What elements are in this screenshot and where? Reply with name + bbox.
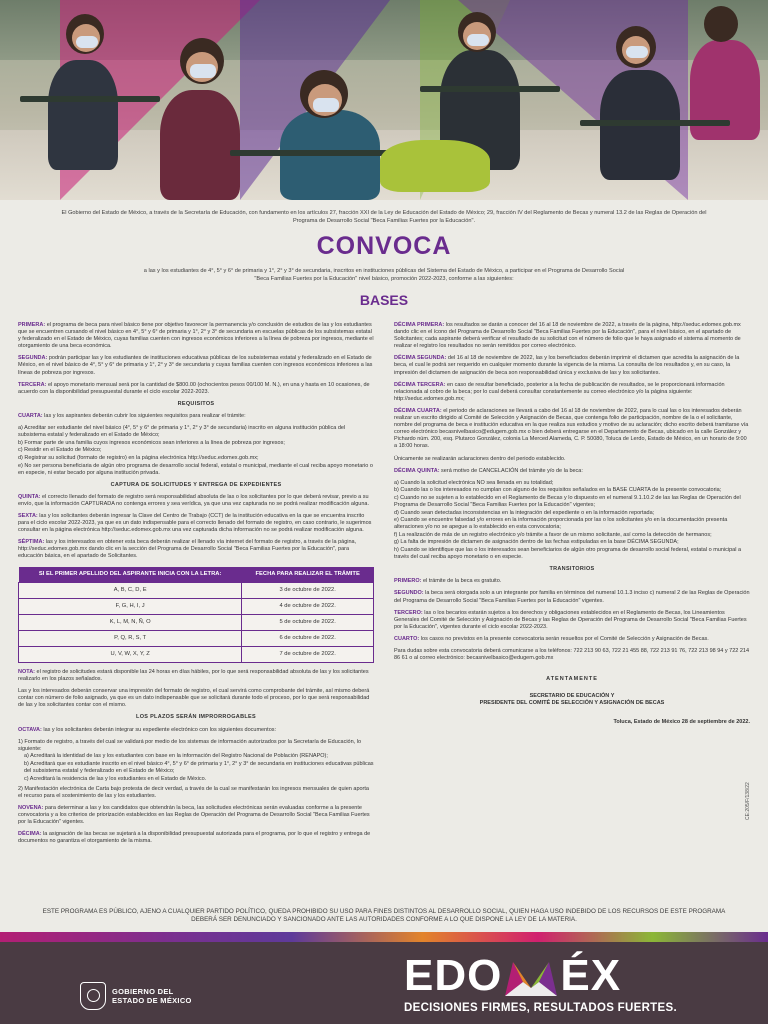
schedule-table [18, 567, 374, 663]
list-item: d) Cuando sean detectadas inconsistencias en la integración del expediente o en la información reportada; [394, 509, 655, 516]
gobierno-logo [80, 982, 192, 1010]
base-sexta: SEXTA: las y los solicitantes deberán ingresar la Clave del Centro de Trabajo (CCT) de la institución educativa en la que se encuentra inscrito para el ciclo escolar 2022-2023, ya que es un dato indispensable para el correcto llenado del formato de registro, en caso contrario, le sugerimos consultar en la página electrónica http://seduc.edomex.gob.mx una vez capturada dicha información no se podrá realizar modificación alguna. [18, 512, 372, 534]
base-decima-tercera: DÉCIMA TERCERA: en caso de resultar beneficiado, posterior a la fecha de publicación de resultados, se le proporcionará información relacionada al cobro de la beca; por lo cual deberá consultar constantemente su correo electrónico y/o la página siguiente: http://seduc.edomex.gob.mx; [394, 381, 725, 402]
student-head [704, 6, 738, 42]
signature-block [394, 693, 750, 707]
classroom-desk [420, 86, 560, 92]
classroom-desk [580, 120, 730, 126]
table-row: P, Q, R, S, T 6 de octubre de 2022. [19, 630, 374, 646]
logo-text-ex: ÉX [560, 951, 622, 1000]
header-letter: SI EL PRIMER APELLIDO DEL ASPIRANTE INICIA CON LA LETRA: [19, 567, 242, 583]
student-figure [160, 90, 240, 200]
section-transitorios: TRANSITORIOS [549, 566, 595, 573]
hero-photo [0, 0, 768, 200]
list-item: g) La falta de impresión de dictamen de asignación dentro de las fechas estipuladas en la base DÉCIMA SEGUNDA; [394, 539, 679, 546]
student-figure [48, 60, 118, 170]
base-quinta: QUINTA: el correcto llenado del formato de registro será responsabilidad absoluta de las o los solicitantes por lo que deberá revisar, previo a su envío, que la información CAPTURADA no contenga errores y sea verídica, ya que una vez capturada no se podrá realizar modificación alguna. [18, 493, 369, 507]
section-plazos: LOS PLAZOS SERÁN IMPRORROGABLES [136, 714, 256, 721]
base-septima: SÉPTIMA: las y los interesados en obtener esta beca deberán realizar el llenado vía internet del formato de registro, a través de la página, http://seduc.edomex.gob.mx dando clic en la sección del Programa de Desarrollo Social "Beca Familias Fuertes por la Educación", para educación básica, en el apartado de Solicitantes. [18, 539, 357, 560]
signature-line-2: PRESIDENTE DEL COMITÉ DE SELECCIÓN Y ASIGNACIÓN DE BECAS [479, 700, 665, 707]
green-backpack [380, 140, 490, 192]
face-mask [76, 36, 98, 48]
face-mask [313, 98, 339, 112]
header-date: FECHA PARA REALIZAR EL TRÁMITE [242, 567, 374, 583]
table-row: A, B, C, D, E 3 de octubre de 2022. [19, 582, 374, 598]
list-item: f) La realización de más de un registro electrónico y/o trámite a favor de un mismo solicitante, así como la detección de hermanos; [394, 531, 712, 538]
edomex-logo [404, 951, 724, 1014]
base-novena: NOVENA: para determinar a las y los candidatos que obtendrán la beca, las solicitudes electrónicas serán evaluadas conforme a la presente convocatoria y a los criterios de priorización establecidos en las Reglas de Operación del Programa de Desarrollo Social "Beca Familias Fuertes por la Educación" vigentes. [18, 804, 370, 826]
face-mask [190, 64, 216, 78]
gob-line-2: ESTADO DE MÉXICO [112, 996, 192, 1005]
gob-line-1: GOBIERNO DEL [112, 987, 174, 996]
transitorio-primero: PRIMERO: el trámite de la beca es gratuito. [394, 578, 502, 585]
place-date: Toluca, Estado de México 28 de septiembre de 2022. [613, 719, 750, 726]
contact-info: Para dudas sobre esta convocatoria deberá comunicarse a los teléfonos: 722 213 90 63, 722 21 455 88, 722 213 91 76, 722 213 98 94 y 722 214 86 61 o al correo electrónico: becasnivelbasico@edugem.gob.mx [394, 647, 750, 662]
list-item: a) Acreditar ser estudiante del nivel básico (4°, 5° y 6° de primaria y 1°, 2° y 3° de secundaria) inscrito en alguna institución pública del subsistema estatal y federalizado en el Estado de México; [18, 425, 346, 439]
logo-m-icon [503, 958, 559, 998]
logo-text-edo: EDO [404, 951, 503, 1000]
state-seal-icon [80, 982, 106, 1010]
table-header-row [19, 567, 374, 583]
intro-text: El Gobierno del Estado de México, a través de la Secretaría de Educación, con fundamento en los artículos 27, fracción XXI de la Ley de Educación del Estado de México; 29, fracción IV del Reglamento de Becas y numeral 13.2 de las Reglas de Operación del Programa de Desarrollo Social "Beca Familias Fuertes por la Educación". [61, 210, 707, 224]
base-octava: OCTAVA: las y los solicitantes deberán integrar su expediente electrónico con los siguientes documentos: [18, 726, 277, 733]
tagline: DECISIONES FIRMES, RESULTADOS FUERTES. [404, 1002, 677, 1014]
base-decima: DÉCIMA: la asignación de las becas se sujetará a la disponibilidad presupuestal autorizada para el programa, por lo que el registro y entrega de documentos no garantiza el otorgamiento de la misma. [18, 831, 371, 845]
base-primera: PRIMERA: el programa de beca para nivel básico tiene por objetivo favorecer la permanencia y/o conclusión de estudios de las y los estudiantes que se encuentren cursando el nivel básico en 4°, 5° y 6° de primaria y 1°, 2° y 3° de secundaria en escuelas públicas de los subsistemas estatal y federalizado en el Estado de México, cuyas familias cuenten con ingresos económicos inferiores a la línea de pobreza por ingresos, mediante el otorgamiento de una beca económica. [18, 322, 374, 350]
transitorio-tercero: TERCERO: las o los becarios estarán sujetos a los derechos y obligaciones establecidos en el Reglamento de Becas, los Lineamientos Generales del Comité de Selección y Asignación de Becas y las Reglas de Operación del Programa de Desarrollo Social "Beca Familias Fuertes por la Educación", vigentes durante el ciclo escolar 2022-2023. [394, 609, 747, 630]
right-column [394, 322, 750, 731]
signature-line-1: SECRETARIO DE EDUCACIÓN Y [529, 693, 615, 700]
list-item: e) No ser persona beneficiaria de algún otro programa de desarrollo social federal, estatal o municipal, mediante el cual reciba apoyo monetario o en especie, ni estar becado por alguna institución privada. [18, 462, 373, 476]
list-item: a) Cuando la solicitud electrónica NO sea llenada en su totalidad; [394, 479, 554, 486]
transitorio-segundo: SEGUNDO: la beca será otorgada solo a un integrante por familia en términos del numeral 10.1.3 inciso c) numeral 2 de las Reglas de Operación del Programa de Desarrollo Social "Beca Familias Fuertes por la Educación" vigentes. [394, 590, 750, 604]
list-item: h) Cuando se identifique que las o los interesados sean beneficiarios de algún otro programa de desarrollo social federal, estatal o municipal a través del cual reciba apoyo monetario o en especie. [394, 547, 742, 561]
left-column [18, 322, 374, 850]
nota: NOTA: el registro de solicitudes estará disponible las 24 horas en días hábiles, por lo que será responsabilidad absoluta de las y los solicitantes realizarlo en los plazos señalados. [18, 669, 369, 683]
document-code: CE:205/F/138/22 [745, 782, 751, 820]
table-row: F, G, H, I, J 4 de octubre de 2022. [19, 598, 374, 614]
list-item: b) Cuando las o los interesados no cumplan con alguno de los requisitos señalados en la BASE CUARTA de la presente convocatoria; [394, 487, 722, 494]
list-item: 1) Formato de registro, a través del cual se validará por medio de los sistemas de información autorizados por la Secretaría de Educación, lo siguiente: [18, 738, 362, 752]
base-decima-cuarta: DÉCIMA CUARTA: el periodo de aclaraciones se llevará a cabo del 16 al 18 de noviembre de 2022, para lo cual las o los interesados deberán realizar un escrito dirigido al Comité de Selección y Asignación de Becas, que contenga folio de participación, nombre de la o el solicitante, nombre del programa de beca e institución educativa en la que realiza sus estudios y motivo de su aclaración; dicho escrito deberá tramitarse vía correo electrónico becasnivelbasico@edugem.gob.mx o bien deberá entregarse en el Departamento de Becas, ubicado en la calle González y Pichardo núm. 200, esq. Plutarco González, colonia La Merced Alameda, C. P. 50080, Toluca de Lerdo, Estado de México, en un horario de 9:00 a 18:00 horas. [394, 407, 749, 450]
table-row: K, L, M, N, Ñ, O 5 de octubre de 2022. [19, 614, 374, 630]
cancellation-list [394, 480, 750, 562]
aclaraciones-note: Únicamente se realizarán aclaraciones dentro del periodo establecido. [394, 455, 566, 462]
base-decima-primera: DÉCIMA PRIMERA: los resultados se darán a conocer del 16 al 18 de noviembre de 2022, a través de la página, http://seduc.edomex.gob.mx dando clic en el ícono del Programa de Desarrollo Social "Beca Familias Fuertes por la Educación", para el nivel básico, en el apartado de Solicitantes; cada aspirante deberá verificar el resultado de su solicitud con el número de folio que le haya asignado el sistema al momento de realizar el registro los resultados no serán remitidos por correo electrónico. [394, 322, 741, 350]
list-item: c) Cuando no se sujeten a lo establecido en el Reglamento de Becas y lo dispuesto en el numeral 9.1.10.2 de las las Reglas de Operación del Programa de Desarrollo Social "Beca Familias Fuertes por la Educación" vigentes; [394, 494, 741, 508]
documents-list [18, 739, 374, 800]
base-cuarta: CUARTA: las y los aspirantes deberán cubrir los siguientes requisitos para realizar el trámite: [18, 412, 246, 419]
color-stripe [0, 932, 768, 942]
table-row: U, V, W, X, Y, Z 7 de octubre de 2022. [19, 646, 374, 662]
subintro-text: a las y los estudiantes de 4°, 5° y 6° de primaria y 1°, 2° y 3° de secundaria, inscritos en instituciones públicas del Sistema del Estado de México, a participar en el Programa de Desarrollo Social "Beca Familias Fuertes por la Educación" nivel básico, promoción 2022-2023, conforme a las siguientes: [143, 268, 625, 282]
face-mask [626, 46, 648, 58]
classroom-desk [20, 96, 160, 102]
section-captura: CAPTURA DE SOLICITUDES Y ENTREGA DE EXPEDIENTES [110, 481, 282, 488]
base-segunda: SEGUNDA: podrán participar las y los estudiantes de instituciones educativas públicas de los subsistemas estatal y federalizado en el Estado de México, en el nivel básico de 4°, 5° y 6° de primaria y 1°, 2° y 3° de secundaria y cuyas familias cuenten con ingresos económicos inferiores a las líneas de pobreza por ingresos. [18, 355, 373, 376]
list-item: d) Registrar su solicitud (formato de registro) en la página electrónica http://seduc.edomex.gob.mx; [18, 454, 259, 461]
list-item: c) Residir en el Estado de México; [18, 447, 102, 454]
classroom-desk [230, 150, 400, 156]
transitorio-cuarto: CUARTO: los casos no previstos en la presente convocatoria serán resueltos por el Comité de Selección y Asignación de Becas. [394, 635, 709, 642]
page-title: CONVOCA [316, 232, 452, 260]
list-item: 2) Manifestación electrónica de Carta bajo protesta de decir verdad, a través de la cual se manifestarán los ingresos mensuales de quien aporta el recurso para el sostenimiento de las y los estudiantes. [18, 785, 369, 799]
base-decima-segunda: DÉCIMA SEGUNDA: del 16 al 18 de noviembre de 2022, las y los beneficiados deberán imprimir el dictamen que acredita la asignación de la beca, el cual le podrá ser requerido en cualquier momento durante la vigencia de la misma. La consulta de los resultados y, en su caso, la impresión del dictamen de asignación de beca son responsabilidad única y exclusiva de las y los solicitantes. [394, 355, 740, 376]
list-item: a) Acreditará la identidad de las y los estudiantes con base en la información del Registro Nacional de Población (RENAPO); [24, 753, 328, 760]
section-requisitos: REQUISITOS [177, 400, 215, 407]
list-item: e) Cuando se encuentre falsedad y/o errores en la información proporcionada por las o los solicitantes y/o en la documentación presenta alteraciones y/o no se apegue a lo establecido en esta convocatoria; [394, 517, 728, 531]
face-mask [467, 34, 489, 46]
base-tercera: TERCERA: el apoyo monetario mensual será por la cantidad de $800.00 (ochocientos pesos 00/100 M. N.), en una y hasta en 10 ocasiones, de acuerdo con la disponibilidad presupuestal durante el ciclo escolar 2022-2023. [18, 381, 370, 395]
list-item: b) Acreditará que es estudiante inscrito en el nivel básico 4°, 5° y 6° de primaria y 1°, 2° y 3° de secundaria en instituciones educativas públicas del subsistema estatal y federalizado en el Estado de México; [24, 760, 374, 775]
conservar-text: Las y los interesados deberán conservar una impresión del formato de registro, el cual servirá como comprobante del trámite, así mismo deberá contar con número de folio asignado, ya que es un dato indispensable que se solicitará durante todo el proceso, por lo que será responsabilidad de las y los solicitantes contar con el mismo. [18, 688, 370, 709]
list-item: c) Acreditará la residencia de las y los estudiantes en el Estado de México. [24, 775, 207, 782]
base-decima-quinta: DÉCIMA QUINTA: será motivo de CANCELACIÓN del trámite y/o de la beca: [394, 467, 583, 474]
bases-heading: BASES [359, 292, 409, 308]
atentamente: ATENTAMENTE [546, 676, 598, 683]
legal-disclaimer: ESTE PROGRAMA ES PÚBLICO, AJENO A CUALQUIER PARTIDO POLÍTICO, QUEDA PROHIBIDO SU USO PARA FINES DISTINTOS AL DESARROLLO SOCIAL, QUIEN HAGA USO INDEBIDO DE LOS RECURSOS DE ESTE PROGRAMA DEBERÁ SER DENUNCIADO Y SANCIONADO ANTE LAS AUTORIDADES CONFORME A LO QUE DISPONE LA LEY DE LA MATERIA. [42, 908, 726, 924]
list-item: b) Formar parte de una familia cuyos ingresos económicos sean inferiores a la línea de pobreza por ingresos; [18, 439, 285, 446]
requirements-list [18, 425, 374, 477]
